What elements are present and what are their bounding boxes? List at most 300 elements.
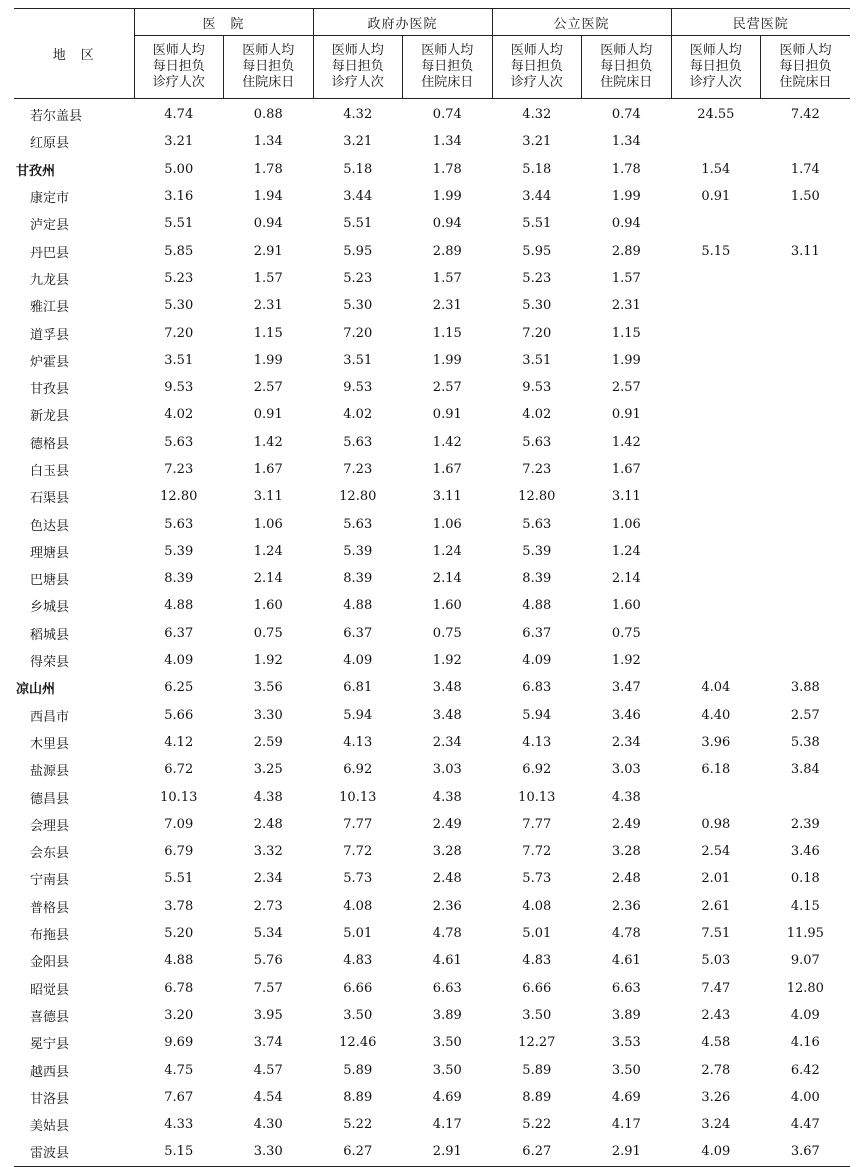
- cell-bed-days: 4.61: [432, 953, 462, 969]
- cell-visits: 5.00: [164, 161, 194, 177]
- table-row: [14, 702, 850, 729]
- cell-bed-days: 2.34: [611, 734, 641, 750]
- region-name: 雷波县: [14, 1138, 134, 1166]
- cell-visits: [671, 565, 761, 592]
- region-name: 甘孜州: [16, 163, 56, 179]
- cell-visits: 5.30: [522, 298, 552, 314]
- region-name: 金阳县: [30, 955, 70, 971]
- cell-bed-days: 1.67: [432, 462, 462, 477]
- cell-visits: [671, 128, 761, 155]
- cell-bed-days: 2.14: [611, 571, 641, 587]
- table-row: [14, 538, 850, 565]
- table-row: [14, 565, 850, 592]
- cell-visits: [671, 401, 761, 428]
- region-name: 宁南县: [30, 873, 70, 889]
- cell-visits: 2.78: [701, 1062, 731, 1078]
- cell-visits: 12.27: [518, 1035, 556, 1051]
- cell-bed-days: 2.36: [432, 898, 462, 914]
- table-row: [14, 811, 850, 838]
- cell-bed-days: 4.47: [790, 1117, 820, 1133]
- cell-bed-days: 5.34: [253, 926, 283, 942]
- table-row: [14, 1056, 850, 1083]
- cell-bed-days: 4.17: [432, 1117, 462, 1133]
- cell-bed-days: 6.63: [432, 980, 462, 996]
- cell-visits: 6.83: [522, 680, 552, 696]
- cell-visits: 10.13: [518, 789, 556, 805]
- cell-visits: 12.80: [339, 489, 377, 505]
- cell-bed-days: 0.94: [611, 216, 641, 232]
- table-row: [14, 128, 850, 155]
- cell-visits: 5.23: [522, 270, 552, 286]
- cell-visits: 3.16: [164, 189, 194, 205]
- cell-bed-days: 3.11: [253, 489, 283, 505]
- region-name: 炉霍县: [30, 354, 70, 370]
- cell-bed-days: 0.74: [611, 107, 641, 123]
- cell-bed-days: 2.34: [253, 871, 283, 887]
- cell-visits: 3.96: [701, 734, 731, 750]
- cell-visits: 8.39: [343, 571, 373, 587]
- cell-visits: 5.01: [522, 926, 552, 942]
- cell-bed-days: 1.34: [611, 134, 641, 150]
- cell-bed-days: 1.78: [432, 161, 462, 177]
- cell-bed-days: 4.00: [790, 1089, 820, 1105]
- table-row: [14, 592, 850, 619]
- cell-bed-days: 0.91: [611, 407, 641, 423]
- cell-bed-days: 1.57: [432, 270, 462, 286]
- cell-visits: 5.95: [522, 243, 552, 259]
- region-name: 丹巴县: [30, 245, 70, 261]
- cell-visits: 9.53: [522, 380, 552, 396]
- cell-bed-days: 1.42: [611, 434, 641, 450]
- cell-visits: 5.51: [164, 871, 194, 887]
- region-column-header: 地 区: [14, 9, 134, 99]
- cell-visits: 5.51: [522, 216, 552, 232]
- cell-visits: 5.63: [522, 434, 552, 450]
- cell-bed-days: 2.57: [253, 380, 283, 396]
- cell-visits: 1.54: [701, 161, 731, 177]
- cell-bed-days: 3.03: [432, 762, 462, 778]
- cell-bed-days: [761, 319, 851, 346]
- cell-visits: 4.09: [343, 653, 373, 669]
- cell-bed-days: 3.48: [432, 707, 462, 723]
- cell-bed-days: 1.92: [432, 653, 462, 669]
- cell-bed-days: 1.06: [253, 516, 283, 532]
- cell-visits: 5.73: [522, 871, 552, 887]
- table-body: [14, 99, 850, 1167]
- cell-visits: 9.53: [164, 380, 194, 396]
- cell-bed-days: 0.75: [253, 625, 283, 641]
- cell-visits: 6.37: [343, 625, 373, 641]
- cell-bed-days: 3.46: [611, 707, 641, 723]
- cell-bed-days: 3.30: [253, 707, 283, 723]
- cell-visits: [671, 510, 761, 537]
- region-name: 若尔盖县: [30, 109, 83, 125]
- cell-bed-days: 1.99: [432, 189, 462, 205]
- cell-bed-days: [761, 210, 851, 237]
- region-name: 得荣县: [30, 655, 70, 671]
- group-header-hospital: 医 院: [134, 9, 313, 36]
- cell-visits: 5.66: [164, 707, 194, 723]
- cell-visits: 7.23: [164, 462, 194, 477]
- cell-bed-days: 0.94: [432, 216, 462, 232]
- cell-visits: 4.83: [343, 953, 373, 969]
- region-name: 木里县: [30, 736, 70, 752]
- cell-visits: 5.94: [522, 707, 552, 723]
- cell-bed-days: 3.11: [790, 243, 820, 259]
- region-name: 会理县: [30, 818, 70, 834]
- cell-visits: 4.40: [701, 707, 731, 723]
- cell-bed-days: 1.99: [611, 189, 641, 205]
- cell-visits: 4.04: [701, 680, 731, 696]
- cell-visits: 7.72: [522, 844, 552, 860]
- cell-bed-days: 2.14: [253, 571, 283, 587]
- cell-visits: 6.92: [343, 762, 373, 778]
- cell-visits: 7.20: [164, 325, 194, 341]
- subheader-bed-days: 医师人均 每日担负 住院床日: [582, 36, 672, 99]
- cell-visits: 7.67: [164, 1089, 194, 1105]
- table-row: [14, 729, 850, 756]
- cell-bed-days: 2.57: [611, 380, 641, 396]
- cell-bed-days: 0.75: [611, 625, 641, 641]
- table-row: [14, 265, 850, 292]
- cell-visits: 4.02: [164, 407, 194, 423]
- cell-bed-days: 1.42: [432, 434, 462, 450]
- table-row: [14, 1002, 850, 1029]
- cell-bed-days: 1.34: [253, 134, 283, 150]
- cell-bed-days: [761, 292, 851, 319]
- cell-visits: 6.37: [164, 625, 194, 641]
- cell-bed-days: 4.30: [253, 1117, 283, 1133]
- region-name: 会东县: [30, 846, 70, 862]
- cell-visits: 4.09: [522, 653, 552, 669]
- cell-visits: 5.18: [343, 161, 373, 177]
- subheader-visits: 医师人均 每日担负 诊疗人次: [134, 36, 224, 99]
- cell-visits: 10.13: [160, 789, 198, 805]
- cell-visits: 5.85: [164, 243, 194, 259]
- cell-visits: 2.01: [701, 871, 731, 887]
- region-name: 盐源县: [30, 764, 70, 780]
- statistics-table: [14, 8, 850, 1167]
- cell-bed-days: 3.11: [432, 489, 462, 505]
- cell-bed-days: 3.46: [790, 844, 820, 860]
- table-row: [14, 1138, 850, 1166]
- cell-visits: 6.78: [164, 980, 194, 996]
- cell-visits: 12.80: [160, 489, 198, 505]
- cell-bed-days: 3.95: [253, 1007, 283, 1023]
- cell-visits: 3.21: [343, 134, 373, 150]
- cell-bed-days: 3.50: [432, 1035, 462, 1051]
- cell-visits: 4.13: [343, 734, 373, 750]
- cell-visits: 5.39: [522, 543, 552, 559]
- cell-bed-days: [761, 374, 851, 401]
- region-name: 雅江县: [30, 300, 70, 316]
- cell-visits: 3.51: [164, 352, 194, 368]
- cell-visits: 5.63: [522, 516, 552, 532]
- region-name: 昭觉县: [30, 982, 70, 998]
- cell-bed-days: 1.92: [611, 653, 641, 669]
- cell-bed-days: 2.89: [611, 243, 641, 259]
- cell-bed-days: 3.53: [611, 1035, 641, 1051]
- cell-visits: 4.02: [522, 407, 552, 423]
- cell-bed-days: 4.16: [790, 1035, 820, 1051]
- region-name: 理塘县: [30, 545, 70, 561]
- cell-bed-days: 2.49: [611, 816, 641, 832]
- cell-visits: 7.23: [343, 462, 373, 477]
- cell-visits: 5.39: [164, 543, 194, 559]
- table-row: [14, 1029, 850, 1056]
- cell-bed-days: 4.38: [432, 789, 462, 805]
- cell-bed-days: 3.48: [432, 680, 462, 696]
- cell-visits: 4.32: [343, 107, 373, 123]
- table-header: [14, 9, 850, 99]
- region-name: 白玉县: [30, 464, 70, 479]
- region-name: 凉山州: [16, 682, 56, 698]
- cell-bed-days: 1.99: [432, 352, 462, 368]
- cell-bed-days: 1.06: [432, 516, 462, 532]
- region-name: 红原县: [30, 136, 70, 152]
- cell-bed-days: 3.03: [611, 762, 641, 778]
- cell-visits: 4.32: [522, 107, 552, 123]
- group-header-government-hospital: 政府办医院: [313, 9, 492, 36]
- cell-visits: 6.66: [343, 980, 373, 996]
- prefecture-row: [14, 674, 850, 701]
- cell-visits: 5.89: [343, 1062, 373, 1078]
- region-name: 美姑县: [30, 1119, 70, 1135]
- table-row: [14, 210, 850, 237]
- cell-visits: 5.51: [164, 216, 194, 232]
- region-name: 九龙县: [30, 272, 70, 288]
- region-name: 德昌县: [30, 791, 70, 807]
- cell-visits: 6.92: [522, 762, 552, 778]
- table-row: [14, 510, 850, 537]
- cell-bed-days: 2.73: [253, 898, 283, 914]
- cell-bed-days: 0.74: [432, 107, 462, 123]
- cell-bed-days: 1.92: [253, 653, 283, 669]
- cell-visits: 0.98: [701, 816, 731, 832]
- cell-visits: [671, 592, 761, 619]
- cell-visits: 5.73: [343, 871, 373, 887]
- cell-bed-days: 2.31: [253, 298, 283, 314]
- cell-bed-days: 1.74: [790, 161, 820, 177]
- cell-visits: 3.44: [343, 189, 373, 205]
- cell-bed-days: 1.15: [253, 325, 283, 341]
- cell-bed-days: 1.34: [432, 134, 462, 150]
- cell-visits: 4.09: [671, 1138, 761, 1166]
- cell-bed-days: 7.42: [790, 107, 820, 123]
- cell-bed-days: 2.48: [432, 871, 462, 887]
- cell-visits: 3.50: [343, 1007, 373, 1023]
- region-name: 西昌市: [30, 709, 70, 725]
- cell-visits: 6.79: [164, 844, 194, 860]
- cell-visits: 4.88: [164, 953, 194, 969]
- cell-visits: 3.51: [522, 352, 552, 368]
- cell-visits: 5.89: [522, 1062, 552, 1078]
- region-name: 甘洛县: [30, 1091, 70, 1107]
- cell-bed-days: 4.54: [253, 1089, 283, 1105]
- subheader-visits: 医师人均 每日担负 诊疗人次: [671, 36, 761, 99]
- cell-visits: 4.83: [522, 953, 552, 969]
- cell-bed-days: 11.95: [786, 926, 824, 942]
- cell-visits: 5.18: [522, 161, 552, 177]
- cell-bed-days: 4.38: [611, 789, 641, 805]
- cell-bed-days: 1.24: [432, 543, 462, 559]
- cell-bed-days: [761, 538, 851, 565]
- cell-bed-days: 1.15: [611, 325, 641, 341]
- cell-visits: 9.53: [343, 380, 373, 396]
- cell-visits: [671, 347, 761, 374]
- cell-bed-days: 1.24: [253, 543, 283, 559]
- cell-bed-days: 1.42: [253, 434, 283, 450]
- table-row: [14, 483, 850, 510]
- cell-bed-days: 1.06: [611, 516, 641, 532]
- table-row: [14, 838, 850, 865]
- table-row: [14, 920, 850, 947]
- cell-bed-days: 12.80: [786, 980, 824, 996]
- cell-bed-days: 3.56: [253, 680, 283, 696]
- region-name: 道孚县: [30, 327, 70, 343]
- cell-bed-days: 0.94: [253, 216, 283, 232]
- cell-visits: 6.25: [164, 680, 194, 696]
- region-name: 普格县: [30, 900, 70, 916]
- cell-bed-days: 0.88: [253, 107, 283, 123]
- cell-bed-days: 4.69: [611, 1089, 641, 1105]
- cell-bed-days: 7.57: [253, 980, 283, 996]
- subheader-bed-days: 医师人均 每日担负 住院床日: [403, 36, 493, 99]
- cell-visits: 3.44: [522, 189, 552, 205]
- cell-bed-days: [761, 565, 851, 592]
- cell-bed-days: 1.60: [432, 598, 462, 614]
- subheader-visits: 医师人均 每日担负 诊疗人次: [492, 36, 582, 99]
- table-row: [14, 237, 850, 264]
- cell-bed-days: 6.42: [790, 1062, 820, 1078]
- cell-visits: 4.58: [701, 1035, 731, 1051]
- cell-visits: 12.80: [518, 489, 556, 505]
- cell-visits: 8.89: [522, 1089, 552, 1105]
- cell-visits: 6.37: [522, 625, 552, 641]
- cell-bed-days: 6.63: [611, 980, 641, 996]
- cell-visits: [671, 456, 761, 483]
- cell-bed-days: 4.17: [611, 1117, 641, 1133]
- cell-bed-days: 3.67: [761, 1138, 851, 1166]
- cell-bed-days: [761, 647, 851, 674]
- region-name: 越西县: [30, 1064, 70, 1080]
- table-row: [14, 975, 850, 1002]
- cell-visits: 8.39: [164, 571, 194, 587]
- cell-bed-days: 1.57: [253, 270, 283, 286]
- region-name: 布拖县: [30, 928, 70, 944]
- cell-visits: 2.54: [701, 844, 731, 860]
- cell-visits: 6.18: [701, 762, 731, 778]
- cell-visits: 4.33: [164, 1117, 194, 1133]
- cell-bed-days: 4.38: [253, 789, 283, 805]
- cell-visits: [671, 620, 761, 647]
- cell-bed-days: 9.07: [790, 953, 820, 969]
- cell-bed-days: 2.48: [253, 816, 283, 832]
- cell-bed-days: 4.69: [432, 1089, 462, 1105]
- cell-visits: 7.09: [164, 816, 194, 832]
- cell-visits: [671, 265, 761, 292]
- cell-visits: [671, 210, 761, 237]
- cell-bed-days: 1.57: [611, 270, 641, 286]
- region-name: 德格县: [30, 436, 70, 452]
- cell-bed-days: 2.49: [432, 816, 462, 832]
- cell-visits: 5.22: [343, 1117, 373, 1133]
- cell-visits: 8.39: [522, 571, 552, 587]
- cell-visits: 5.15: [701, 243, 731, 259]
- region-name: 石渠县: [30, 491, 70, 507]
- cell-visits: 5.23: [343, 270, 373, 286]
- cell-bed-days: 1.24: [611, 543, 641, 559]
- cell-visits: 4.88: [522, 598, 552, 614]
- cell-bed-days: 4.61: [611, 953, 641, 969]
- cell-bed-days: [761, 265, 851, 292]
- prefecture-row: [14, 156, 850, 183]
- cell-visits: 4.08: [522, 898, 552, 914]
- table-row: [14, 893, 850, 920]
- table-row: [14, 99, 850, 129]
- cell-visits: 5.39: [343, 543, 373, 559]
- cell-bed-days: [761, 592, 851, 619]
- cell-visits: 8.89: [343, 1089, 373, 1105]
- cell-bed-days: 3.84: [790, 762, 820, 778]
- cell-visits: 0.91: [701, 189, 731, 205]
- cell-bed-days: 4.78: [611, 926, 641, 942]
- cell-bed-days: 2.31: [432, 298, 462, 314]
- cell-visits: 7.72: [343, 844, 373, 860]
- cell-bed-days: 4.09: [790, 1007, 820, 1023]
- cell-bed-days: 2.48: [611, 871, 641, 887]
- cell-visits: 10.13: [339, 789, 377, 805]
- cell-visits: [671, 374, 761, 401]
- cell-visits: 5.15: [134, 1138, 224, 1166]
- cell-bed-days: 1.60: [611, 598, 641, 614]
- cell-bed-days: 3.47: [611, 680, 641, 696]
- cell-bed-days: [761, 510, 851, 537]
- cell-visits: [671, 292, 761, 319]
- cell-bed-days: 4.57: [253, 1062, 283, 1078]
- cell-bed-days: 1.67: [253, 462, 283, 477]
- cell-bed-days: 4.78: [432, 926, 462, 942]
- cell-bed-days: 1.67: [611, 462, 641, 477]
- cell-bed-days: 0.91: [432, 407, 462, 423]
- cell-bed-days: 2.59: [253, 734, 283, 750]
- cell-bed-days: 3.89: [611, 1007, 641, 1023]
- cell-visits: 5.23: [164, 270, 194, 286]
- table-row: [14, 756, 850, 783]
- subheader-visits: 医师人均 每日担负 诊疗人次: [313, 36, 403, 99]
- table-row: [14, 183, 850, 210]
- region-name: 康定市: [30, 191, 70, 207]
- cell-visits: 5.63: [343, 516, 373, 532]
- cell-bed-days: [761, 128, 851, 155]
- cell-bed-days: 3.25: [253, 762, 283, 778]
- cell-bed-days: 3.30: [224, 1138, 314, 1166]
- cell-visits: 7.47: [701, 980, 731, 996]
- table-row: [14, 947, 850, 974]
- cell-visits: 3.21: [164, 134, 194, 150]
- cell-visits: 24.55: [697, 107, 735, 123]
- cell-bed-days: 2.91: [253, 243, 283, 259]
- cell-bed-days: [761, 483, 851, 510]
- cell-bed-days: 3.74: [253, 1035, 283, 1051]
- cell-bed-days: 2.57: [432, 380, 462, 396]
- cell-bed-days: 3.50: [432, 1062, 462, 1078]
- cell-visits: 5.94: [343, 707, 373, 723]
- cell-bed-days: 3.11: [611, 489, 641, 505]
- cell-visits: 4.13: [522, 734, 552, 750]
- cell-bed-days: 2.39: [790, 816, 820, 832]
- table-row: [14, 429, 850, 456]
